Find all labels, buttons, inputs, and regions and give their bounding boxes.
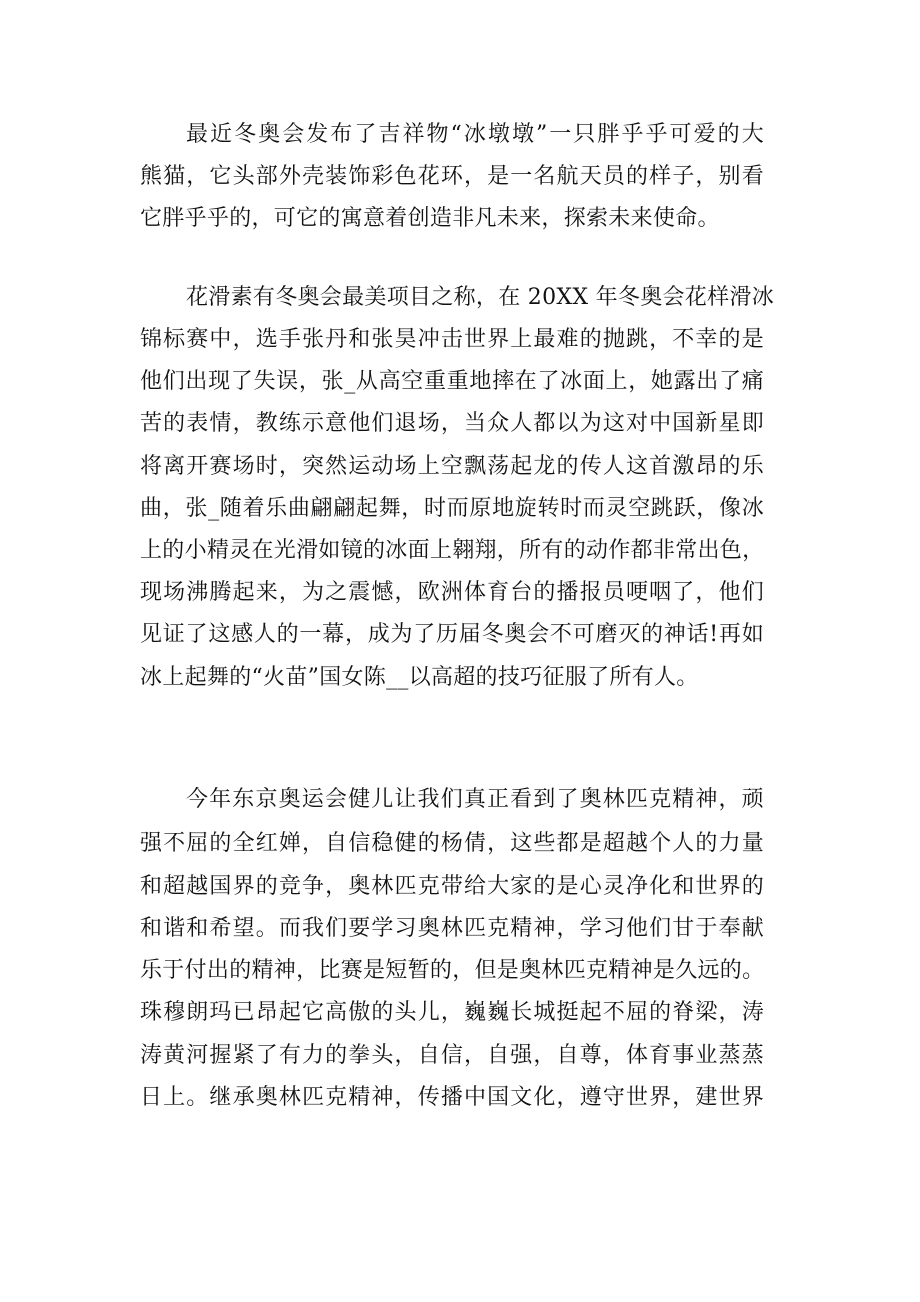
text-line: 将离开赛场时，突然运动场上空飘荡起龙的传人这首激昂的乐 [140, 454, 764, 479]
text-line: 苦的表情，教练示意他们退场，当众人都以为这对中国新星即 [140, 411, 764, 436]
text-line: 上的小精灵在光滑如镜的冰面上翱翔，所有的动作都非常出色， [140, 538, 765, 563]
text-line: 锦标赛中，选手张丹和张昊冲击世界上最难的抛跳，不幸的是 [140, 327, 764, 352]
text-line: 今年东京奥运会健儿让我们真正看到了奥林匹克精神，顽 [186, 787, 764, 812]
text-line: 强不屈的全红婵，自信稳健的杨倩，这些都是超越个人的力量 [140, 831, 764, 856]
text-line: 日上。继承奥林匹克精神，传播中国文化，遵守世界，建世界 [140, 1085, 764, 1110]
text-line: 珠穆朗玛已昂起它高傲的头儿，巍巍长城挺起不屈的脊梁，涛 [140, 1000, 764, 1025]
text-line: 和超越国界的竞争，奥林匹克带给大家的是心灵净化和世界的 [140, 874, 764, 899]
text-line: 乐于付出的精神，比赛是短暂的，但是奥林匹克精神是久远的。 [140, 958, 765, 983]
text-line: 熊猫，它头部外壳装饰彩色花环，是一名航天员的样子，别看 [140, 164, 764, 189]
text-line: 曲，张_随着乐曲翩翩起舞，时而原地旋转时而灵空跳跃，像冰 [140, 496, 764, 521]
text-line: 现场沸腾起来，为之震憾，欧洲体育台的播报员哽咽了，他们 [140, 580, 764, 605]
text-line: 他们出现了失误，张_从高空重重地摔在了冰面上，她露出了痛 [140, 369, 764, 394]
text-line: 最近冬奥会发布了吉祥物“冰墩墩”一只胖乎乎可爱的大 [186, 122, 764, 147]
text-line: 见证了这感人的一幕，成为了历届冬奥会不可磨灭的神话!再如 [140, 622, 764, 647]
text-line: 冰上起舞的“火苗”国女陈__以高超的技巧征服了所有人。 [140, 665, 699, 690]
text-line: 和谐和希望。而我们要学习奥林匹克精神，学习他们甘于奉献 [140, 916, 764, 941]
text-line: 涛黄河握紧了有力的拳头，自信，自强，自尊，体育事业蒸蒸 [140, 1043, 764, 1068]
text-line: 它胖乎乎的，可它的寓意着创造非凡未来，探索未来使命。 [140, 206, 720, 231]
text-line: 花滑素有冬奥会最美项目之称，在 20XX 年冬奥会花样滑冰 [186, 285, 775, 310]
